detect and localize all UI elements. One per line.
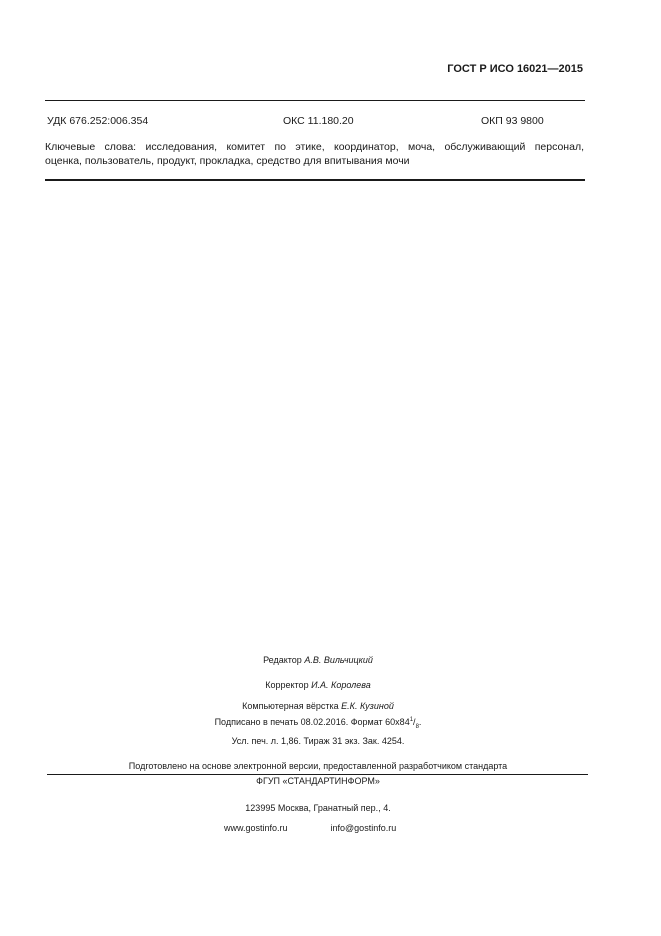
okp-code: ОКП 93 9800 — [481, 115, 544, 127]
layout-label: Компьютерная вёрстка — [242, 701, 339, 711]
signed-line: Подписано в печать 08.02.2016. Формат $60х84^1/_8$. — [214, 717, 422, 730]
signed-text: Подписано в печать 08.02.2016. Формат 60х84 — [214, 717, 410, 727]
editor-label: Редактор — [263, 655, 302, 665]
editor-line — [0, 655, 636, 665]
contacts-line — [224, 823, 396, 833]
prepared-line: Подготовлено на основе электронной версии, предоставленной разработчиком стандарта — [128, 761, 508, 771]
udk-code: УДК 676.252:006.354 — [47, 115, 149, 127]
top-rule — [45, 100, 585, 101]
print-info-line: Усл. печ. л. 1,86. Тираж 31 экз. Зак. 4254. — [231, 736, 405, 746]
organization-name: ФГУП «СТАНДАРТИНФОРМ» — [256, 776, 380, 786]
oks-code: ОКС 11.180.20 — [283, 115, 354, 127]
editor-name: А.В. Вильчицкий — [304, 655, 373, 665]
corrector-label: Корректор — [265, 680, 309, 690]
imprint-rule — [47, 774, 588, 775]
email-link[interactable]: info@gostinfo.ru — [330, 823, 397, 833]
keywords-rule — [45, 179, 585, 181]
keywords-block — [45, 140, 584, 168]
address-line: 123995 Москва, Гранатный пер., 4. — [245, 803, 391, 813]
keywords-line-2: оценка, пользователь, продукт, прокладка, средство для впитывания мочи — [45, 155, 410, 167]
keywords-line-1: Ключевые слова: исследования, комитет по этике, координатор, моча, обслуживающий персонал, — [45, 141, 584, 153]
format-denominator: 8 — [415, 723, 419, 730]
standard-code: ГОСТ Р ИСО 16021—2015 — [447, 63, 583, 75]
corrector-name: И.А. Королева — [311, 680, 371, 690]
format-numerator: 1 — [409, 717, 414, 723]
corrector-line — [0, 680, 636, 690]
layout-name: Е.К. Кузиной — [341, 701, 394, 711]
layout-line — [0, 701, 636, 711]
website-link[interactable]: www.gostinfo.ru — [224, 823, 288, 833]
